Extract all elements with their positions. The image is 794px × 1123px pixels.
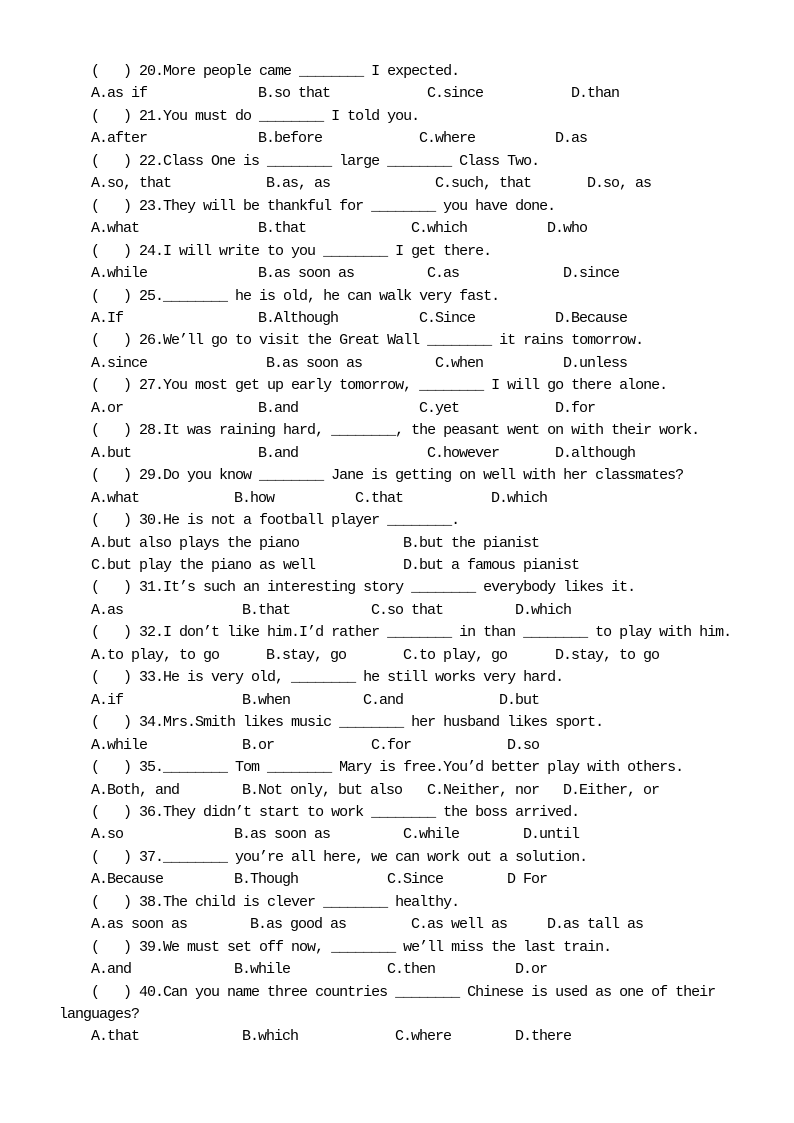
option-a: A.as <box>91 601 124 619</box>
option-d: D.or <box>515 961 548 979</box>
option-b: B.which <box>242 1028 299 1046</box>
option-d: D.which <box>515 601 572 619</box>
option-a: A.that <box>91 1028 140 1046</box>
question-35 <box>59 757 749 779</box>
option-a: A.as if <box>91 85 148 103</box>
option-a: A.what <box>91 220 140 238</box>
question-text: 38.The child is clever ________ healthy. <box>139 893 460 911</box>
option-d: D.since <box>563 265 620 283</box>
options-row <box>0 735 794 757</box>
option-a: A.or <box>91 399 124 417</box>
option-a: A.since <box>91 354 148 372</box>
option-a: A.to play, to go <box>91 646 220 664</box>
question-text: 40.Can you name three countries ________ Chinese is used as one of their languages? <box>59 983 716 1024</box>
question-text: 24.I will write to you ________ I get there. <box>139 242 492 260</box>
answer-bracket: ( ) <box>91 714 132 732</box>
question-20 <box>59 61 749 83</box>
options-row <box>0 128 794 150</box>
option-d: D.so, as <box>587 175 652 193</box>
question-text: 39.We must set off now, ________ we’ll miss the last train. <box>139 938 612 956</box>
answer-bracket: ( ) <box>91 422 132 440</box>
option-b: B.before <box>258 130 323 148</box>
option-a: A.as soon as <box>91 916 188 934</box>
question-21 <box>59 106 749 128</box>
option-b: B.and <box>258 444 299 462</box>
option-b: B.Though <box>234 871 299 889</box>
question-26 <box>59 330 749 352</box>
option-d: D.as tall as <box>547 916 644 934</box>
option-b: B.and <box>258 399 299 417</box>
question-27 <box>59 375 749 397</box>
option-c: C.yet <box>419 399 460 417</box>
answer-bracket: ( ) <box>91 759 132 777</box>
question-25 <box>59 286 749 308</box>
option-a: A.Both, and <box>91 781 180 799</box>
answer-bracket: ( ) <box>91 624 132 642</box>
option-c: C.and <box>363 691 404 709</box>
options-row <box>0 690 794 712</box>
option-c: C.where <box>419 130 476 148</box>
option-c: C.where <box>395 1028 452 1046</box>
option-c: C.that <box>355 489 404 507</box>
option-d: D.who <box>547 220 588 238</box>
options-row <box>0 398 794 420</box>
option-c: C.but play the piano as well <box>91 556 316 574</box>
option-c: C.however <box>427 444 500 462</box>
answer-bracket: ( ) <box>91 467 132 485</box>
question-36 <box>59 802 749 824</box>
answer-bracket: ( ) <box>91 287 132 305</box>
option-c: C.as <box>427 265 460 283</box>
option-c: C.while <box>403 826 460 844</box>
answer-bracket: ( ) <box>91 983 132 1001</box>
options-row <box>0 353 794 375</box>
question-24 <box>59 241 749 263</box>
question-text: 23.They will be thankful for ________ you have done. <box>139 197 556 215</box>
option-d: D.than <box>571 85 620 103</box>
question-text: 22.Class One is ________ large ________ Class Two. <box>139 152 540 170</box>
answer-bracket: ( ) <box>91 893 132 911</box>
option-b: B.how <box>234 489 275 507</box>
option-c: C.to play, go <box>403 646 508 664</box>
options-row <box>0 533 794 555</box>
question-34 <box>59 712 749 734</box>
option-d: D.but <box>499 691 540 709</box>
options-row <box>0 555 794 577</box>
question-28 <box>59 420 749 442</box>
options-row <box>0 83 794 105</box>
question-text: 30.He is not a football player ________. <box>139 512 460 530</box>
option-c: C.Neither, nor <box>427 781 540 799</box>
question-32 <box>59 622 749 644</box>
question-22 <box>59 151 749 173</box>
option-c: C.Since <box>387 871 444 889</box>
options-row <box>0 1026 794 1048</box>
option-c: C.when <box>435 354 484 372</box>
question-text: 21.You must do ________ I told you. <box>139 107 420 125</box>
question-text: 26.We’ll go to visit the Great Wall ________ it rains tomorrow. <box>139 332 644 350</box>
question-23 <box>59 196 749 218</box>
options-row <box>0 645 794 667</box>
answer-bracket: ( ) <box>91 803 132 821</box>
option-a: A.and <box>91 961 132 979</box>
option-b: B.Not only, but also <box>242 781 403 799</box>
option-b: B.as soon as <box>266 354 363 372</box>
question-text: 33.He is very old, ________ he still works very hard. <box>139 669 564 687</box>
options-row <box>0 308 794 330</box>
option-d: D.for <box>555 399 596 417</box>
option-c: C.so that <box>371 601 444 619</box>
option-d: D.although <box>555 444 636 462</box>
option-a: A.while <box>91 265 148 283</box>
answer-bracket: ( ) <box>91 107 132 125</box>
option-d: D.until <box>523 826 580 844</box>
option-c: C.such, that <box>435 175 532 193</box>
option-b: B.as soon as <box>258 265 355 283</box>
options-row <box>0 173 794 195</box>
option-d: D.but a famous pianist <box>403 556 580 574</box>
options-row <box>0 869 794 891</box>
option-b: B.as, as <box>266 175 331 193</box>
answer-bracket: ( ) <box>91 242 132 260</box>
option-c: C.as well as <box>411 916 508 934</box>
option-a: A.Because <box>91 871 164 889</box>
option-c: C.for <box>371 736 412 754</box>
options-row <box>0 488 794 510</box>
option-b: B.but the pianist <box>403 534 540 552</box>
option-a: A.while <box>91 736 148 754</box>
option-a: A.so, that <box>91 175 172 193</box>
option-b: B.or <box>242 736 275 754</box>
option-c: C.since <box>427 85 484 103</box>
question-text: 28.It was raining hard, ________, the peasant went on with their work. <box>139 422 700 440</box>
options-row <box>0 218 794 240</box>
option-a: A.what <box>91 489 140 507</box>
option-d: D.so <box>507 736 540 754</box>
question-38 <box>59 892 749 914</box>
question-text: 31.It’s such an interesting story ________ everybody likes it. <box>139 579 636 597</box>
option-a: A.If <box>91 309 124 327</box>
options-row <box>0 914 794 936</box>
answer-bracket: ( ) <box>91 332 132 350</box>
option-b: B.that <box>258 220 307 238</box>
question-39 <box>59 937 749 959</box>
question-text: 36.They didn’t start to work ________ the boss arrived. <box>139 803 580 821</box>
question-33 <box>59 667 749 689</box>
option-a: A.if <box>91 691 124 709</box>
option-d: D.Either, or <box>563 781 660 799</box>
option-d: D.stay, to go <box>555 646 660 664</box>
answer-bracket: ( ) <box>91 579 132 597</box>
answer-bracket: ( ) <box>91 512 132 530</box>
option-b: B.when <box>242 691 291 709</box>
option-d: D.as <box>555 130 588 148</box>
answer-bracket: ( ) <box>91 669 132 687</box>
options-row <box>0 780 794 802</box>
option-a: A.but <box>91 444 132 462</box>
option-b: B.that <box>242 601 291 619</box>
option-a: A.so <box>91 826 124 844</box>
question-29 <box>59 465 749 487</box>
answer-bracket: ( ) <box>91 63 132 80</box>
option-d: D.Because <box>555 309 628 327</box>
option-a: A.but also plays the piano <box>91 534 300 552</box>
option-b: B.Although <box>258 309 339 327</box>
answer-bracket: ( ) <box>91 848 132 866</box>
question-text: 25.________ he is old, he can walk very fast. <box>139 287 500 305</box>
answer-bracket: ( ) <box>91 938 132 956</box>
question-40 <box>59 982 749 1027</box>
answer-bracket: ( ) <box>91 377 132 395</box>
option-b: B.so that <box>258 85 331 103</box>
question-text: 29.Do you know ________ Jane is getting on well with her classmates? <box>139 467 684 485</box>
answer-bracket: ( ) <box>91 197 132 215</box>
option-b: B.stay, go <box>266 646 347 664</box>
option-d: D.there <box>515 1028 572 1046</box>
question-31 <box>59 577 749 599</box>
options-row <box>0 443 794 465</box>
options-row <box>0 959 794 981</box>
question-text: 34.Mrs.Smith likes music ________ her husband likes sport. <box>139 714 604 732</box>
options-row <box>0 824 794 846</box>
option-c: C.then <box>387 961 436 979</box>
question-37 <box>59 847 749 869</box>
question-text: 37.________ you’re all here, we can work out a solution. <box>139 848 588 866</box>
question-30 <box>59 510 749 532</box>
option-a: A.after <box>91 130 148 148</box>
option-d: D.which <box>491 489 548 507</box>
question-text: 35.________ Tom ________ Mary is free.You’d better play with others. <box>139 759 684 777</box>
answer-bracket: ( ) <box>91 152 132 170</box>
options-row <box>0 600 794 622</box>
option-d: D.unless <box>563 354 628 372</box>
option-c: C.which <box>411 220 468 238</box>
question-text: 20.More people came ________ I expected. <box>139 63 460 80</box>
question-text: 27.You most get up early tomorrow, ________ I will go there alone. <box>139 377 668 395</box>
option-d: D For <box>507 871 548 889</box>
option-b: B.as good as <box>250 916 347 934</box>
option-b: B.while <box>234 961 291 979</box>
question-text: 32.I don’t like him.I’d rather ________ in than ________ to play with him. <box>139 624 732 642</box>
option-c: C.Since <box>419 309 476 327</box>
options-row <box>0 263 794 285</box>
option-b: B.as soon as <box>234 826 331 844</box>
